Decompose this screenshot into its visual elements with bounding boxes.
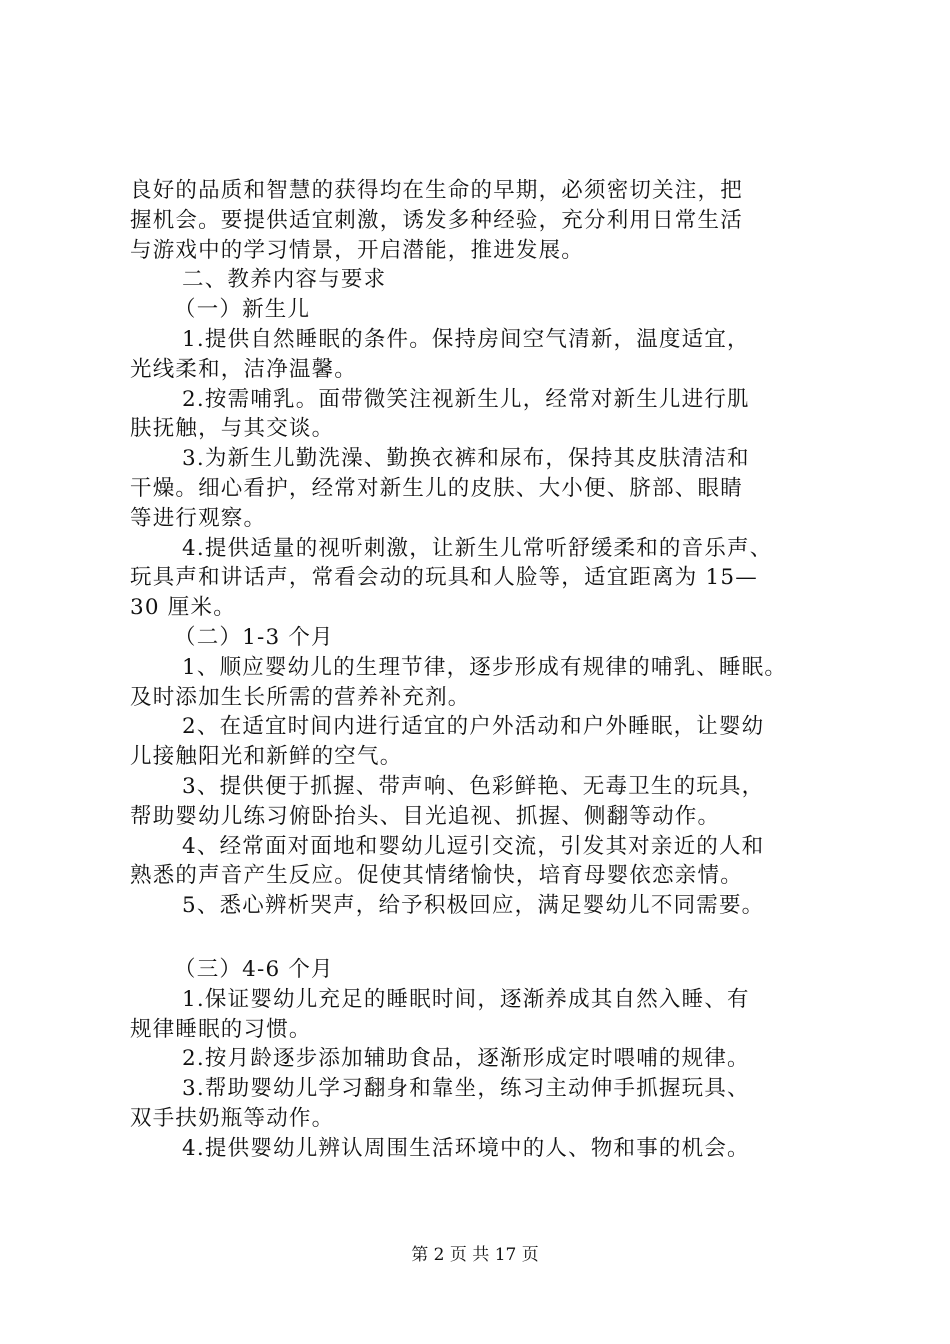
text-line: 1.提供自然睡眠的条件。保持房间空气清新，温度适宜， xyxy=(182,326,750,352)
text-line: 干燥。细心看护，经常对新生儿的皮肤、大小便、脐部、眼睛 xyxy=(130,475,743,501)
section-heading: 二、教养内容与要求 xyxy=(182,267,387,293)
subsection-heading: （三）4-6 个月 xyxy=(174,956,334,982)
text-line: 3.帮助婴幼儿学习翻身和靠坐，练习主动伸手抓握玩具、 xyxy=(182,1076,750,1102)
text-line: 4.提供适量的视听刺激，让新生儿常听舒缓柔和的音乐声、 xyxy=(182,535,773,561)
text-line: 双手扶奶瓶等动作。 xyxy=(130,1105,335,1131)
text-line: 帮助婴幼儿练习俯卧抬头、目光追视、抓握、侧翻等动作。 xyxy=(130,803,721,829)
text-line: 1、顺应婴幼儿的生理节律，逐步形成有规律的哺乳、睡眠。 xyxy=(182,654,788,680)
text-line: 2.按需哺乳。面带微笑注视新生儿，经常对新生儿进行肌 xyxy=(182,386,750,412)
text-line: 等进行观察。 xyxy=(130,505,267,531)
text-line: 及时添加生长所需的营养补充剂。 xyxy=(130,684,471,710)
subsection-heading: （二）1-3 个月 xyxy=(174,624,334,650)
text-line: 肤抚触，与其交谈。 xyxy=(130,416,335,442)
text-line: 5、悉心辨析哭声，给予积极回应，满足婴幼儿不同需要。 xyxy=(182,893,765,919)
paragraph-gap xyxy=(130,921,840,955)
text-line: 光线柔和，洁净温馨。 xyxy=(130,356,358,382)
text-line: 4、经常面对面地和婴幼儿逗引交流，引发其对亲近的人和 xyxy=(182,833,765,859)
text-line: 规律睡眠的习惯。 xyxy=(130,1016,312,1042)
text-line: 3、提供便于抓握、带声响、色彩鲜艳、无毒卫生的玩具， xyxy=(182,773,765,799)
text-line: 30 厘米。 xyxy=(130,595,236,621)
subsection-heading: （一）新生儿 xyxy=(174,297,311,323)
text-line: 良好的品质和智慧的获得均在生命的早期，必须密切关注，把 xyxy=(130,178,743,203)
text-line: 玩具声和讲话声，常看会动的玩具和人脸等，适宜距离为 15— xyxy=(130,565,758,591)
text-line: 2.按月龄逐步添加辅助食品，逐渐形成定时喂哺的规律。 xyxy=(182,1046,750,1072)
page-number-footer: 第 2 页 共 17 页 xyxy=(411,1245,539,1265)
text-line: 2、在适宜时间内进行适宜的户外活动和户外睡眠，让婴幼 xyxy=(182,714,765,740)
text-line: 握机会。要提供适宜刺激，诱发多种经验，充分利用日常生活 xyxy=(130,207,743,233)
text-line: 4.提供婴幼儿辨认周围生活环境中的人、物和事的机会。 xyxy=(182,1135,750,1161)
text-line: 儿接触阳光和新鲜的空气。 xyxy=(130,744,403,770)
text-line: 3.为新生儿勤洗澡、勤换衣裤和尿布，保持其皮肤清洁和 xyxy=(182,446,750,472)
text-line: 1.保证婴幼儿充足的睡眠时间，逐渐养成其自然入睡、有 xyxy=(182,986,750,1012)
body-text xyxy=(130,176,840,1164)
text-line: 与游戏中的学习情景，开启潜能，推进发展。 xyxy=(130,237,585,263)
text-line: 熟悉的声音产生反应。促使其情绪愉快，培育母婴依恋亲情。 xyxy=(130,863,743,889)
